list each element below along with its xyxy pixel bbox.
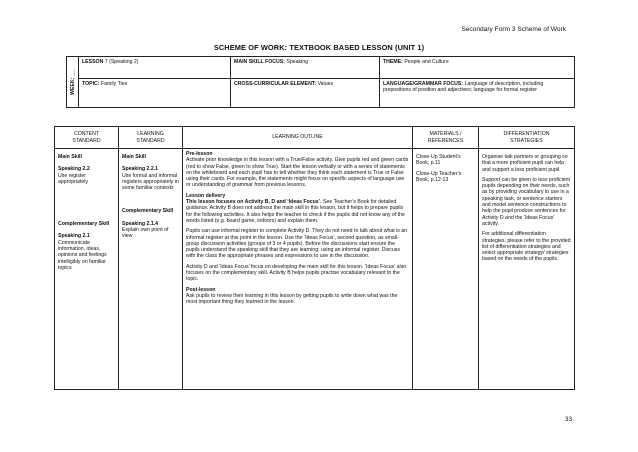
ls-comp-code: Speaking 2.1.4 bbox=[122, 220, 159, 227]
learning-outline-cell bbox=[183, 149, 413, 390]
language-focus-value: Language of description, including prepositions of position and adjectives; language for formal register bbox=[383, 81, 544, 94]
ls-comp-skill: Complementary Skill bbox=[122, 208, 174, 215]
theme-cell bbox=[380, 57, 575, 79]
cs-comp-skill: Complementary Skill bbox=[58, 221, 110, 228]
post-lesson-text: Ask pupils to review their learning in this lesson by getting pupils to write down what was the most important thing they learned in the lesson. bbox=[186, 292, 398, 306]
cs-comp-code: Speaking 2.1 bbox=[58, 233, 90, 240]
header-content-standard: CONTENT STANDARD bbox=[55, 127, 119, 149]
material-item-1: Close-Up Student’s Book, p.11 bbox=[416, 154, 461, 167]
topic-cell bbox=[79, 79, 231, 108]
cs-main-code: Speaking 2.2 bbox=[58, 166, 90, 173]
cs-comp-desc: Communicate information, ideas, opinions and feelings intelligibly on familiar topics bbox=[58, 239, 107, 271]
lesson-info-table bbox=[66, 56, 575, 108]
ls-main-code: Speaking 2.2.1 bbox=[122, 166, 159, 173]
pre-lesson-text: Activate prior knowledge in this lesson with a True/False activity. Give pupils red and green cards (red to show False, green to show True). Start the lesson verbally or with a series of statements on the whiteboard and each pupil has to tell whether they think each statement is True or False using their cards. For example, the statements might focus on specific aspects of language use or understanding of grammar from previous lessons. bbox=[186, 157, 409, 189]
lesson-value: 7 (Speaking 2) bbox=[104, 59, 139, 65]
main-skill-value: Speaking bbox=[286, 59, 309, 65]
ls-main-skill: Main Skill bbox=[122, 154, 146, 160]
main-skill-cell bbox=[231, 57, 380, 79]
cross-curricular-value: Values bbox=[317, 81, 334, 87]
theme-value: People and Culture bbox=[404, 59, 449, 65]
language-focus-cell bbox=[380, 79, 575, 108]
lesson-cell bbox=[79, 57, 231, 79]
header-learning-outline: LEARNING OUTLINE bbox=[183, 127, 413, 149]
ls-comp-desc: Explain own point of view bbox=[122, 227, 169, 240]
page-header: Secondary Form 3 Scheme of Work bbox=[461, 26, 566, 33]
content-standard-cell bbox=[55, 149, 119, 390]
header-materials: MATERIALS / REFERENCES bbox=[413, 127, 479, 149]
lesson-delivery-paragraph-2: Pupils can use informal register to complete Activity D. They do not need to talk about what is an informal register at this point in the lesson. Use the ‘Ideas Focus’, second question, as small-group discussion activities (groups of 3 or 4 pupils). Before the discussions start ensure the pupils understand the speaking skill that they are learning: using an informal register. Discuss with the class the appropriate phrases and expressions to use in the discussion. bbox=[186, 228, 408, 260]
header-differentiation: DIFFERENTIATION STRATEGIES bbox=[479, 127, 575, 149]
ls-main-desc: Use formal and informal registers appropriately in some familiar contexts bbox=[122, 172, 179, 192]
language-focus-label: LANGUAGE/GRAMMAR FOCUS: bbox=[383, 81, 464, 87]
cross-curricular-cell bbox=[231, 79, 380, 108]
main-skill-label: MAIN SKILL FOCUS: bbox=[234, 59, 285, 65]
lesson-delivery-text: See Teacher’s Book for detailed guidance. Activity B does not address the main skill in this lesson, but it helps to prepare pupils for the following activities. It also helps the teacher to check if the pupils did not know any of the words listed (e.g. board game, indoors) and explain them. bbox=[186, 199, 405, 224]
document-title: SCHEME OF WORK: TEXTBOOK BASED LESSON (UNIT 1) bbox=[213, 43, 425, 52]
lesson-label: LESSON bbox=[82, 59, 104, 65]
differentiation-paragraph-1: Organise talk partners or grouping so that a more proficient pupil can help and support a less proficient pupil. bbox=[482, 154, 568, 173]
materials-cell bbox=[413, 149, 479, 390]
post-lesson-heading: Post-lesson bbox=[186, 286, 216, 293]
differentiation-paragraph-3: For additional differentiation strategies, please refer to the provided list of differentiation strategies and select appropriate strategy/ strategies based on the needs of the pupils. bbox=[482, 231, 571, 263]
week-cell bbox=[67, 57, 79, 108]
header-learning-standard: LEARNING STANDARD bbox=[119, 127, 183, 149]
topic-value: Family Ties bbox=[100, 81, 128, 87]
material-item-2: Close-Up Teacher’s Book, p.12-13 bbox=[416, 170, 462, 183]
learning-outline-table bbox=[54, 126, 575, 390]
learning-standard-cell bbox=[119, 149, 183, 390]
lesson-delivery-focus: This lesson focuses on Activity B, D and ‘Ideas Focus’. bbox=[186, 199, 322, 206]
differentiation-cell bbox=[479, 149, 575, 390]
lesson-delivery-heading: Lesson delivery bbox=[186, 192, 226, 199]
topic-label: TOPIC: bbox=[82, 81, 100, 87]
cross-curricular-label: CROSS-CURRICULAR ELEMENT: bbox=[234, 81, 317, 87]
differentiation-paragraph-2: Support can be given to less proficient pupils depending on their needs, such as by providing vocabulary to use in a speaking task, or sentence starters and model sentence constructions to help the pupil produce sentences for Activity D and the ‘Ideas Focus’ activity. bbox=[482, 176, 570, 227]
lesson-delivery-paragraph-3: Activity D and ‘Ideas Focus’ focus on developing the main skill for this lesson. ‘Ideas Focus’ also focuses on the complementary skill. Activity B helps pupils practise vocabulary relevant to the topic. bbox=[186, 263, 407, 283]
pre-lesson-heading: Pre-lesson bbox=[186, 151, 213, 157]
cs-main-desc: Use register appropriately bbox=[58, 172, 88, 185]
cs-main-skill: Main Skill bbox=[58, 154, 82, 160]
week-label: WEEK:___ bbox=[69, 69, 76, 95]
page-number: 33 bbox=[564, 416, 572, 423]
theme-label: THEME: bbox=[383, 59, 403, 65]
